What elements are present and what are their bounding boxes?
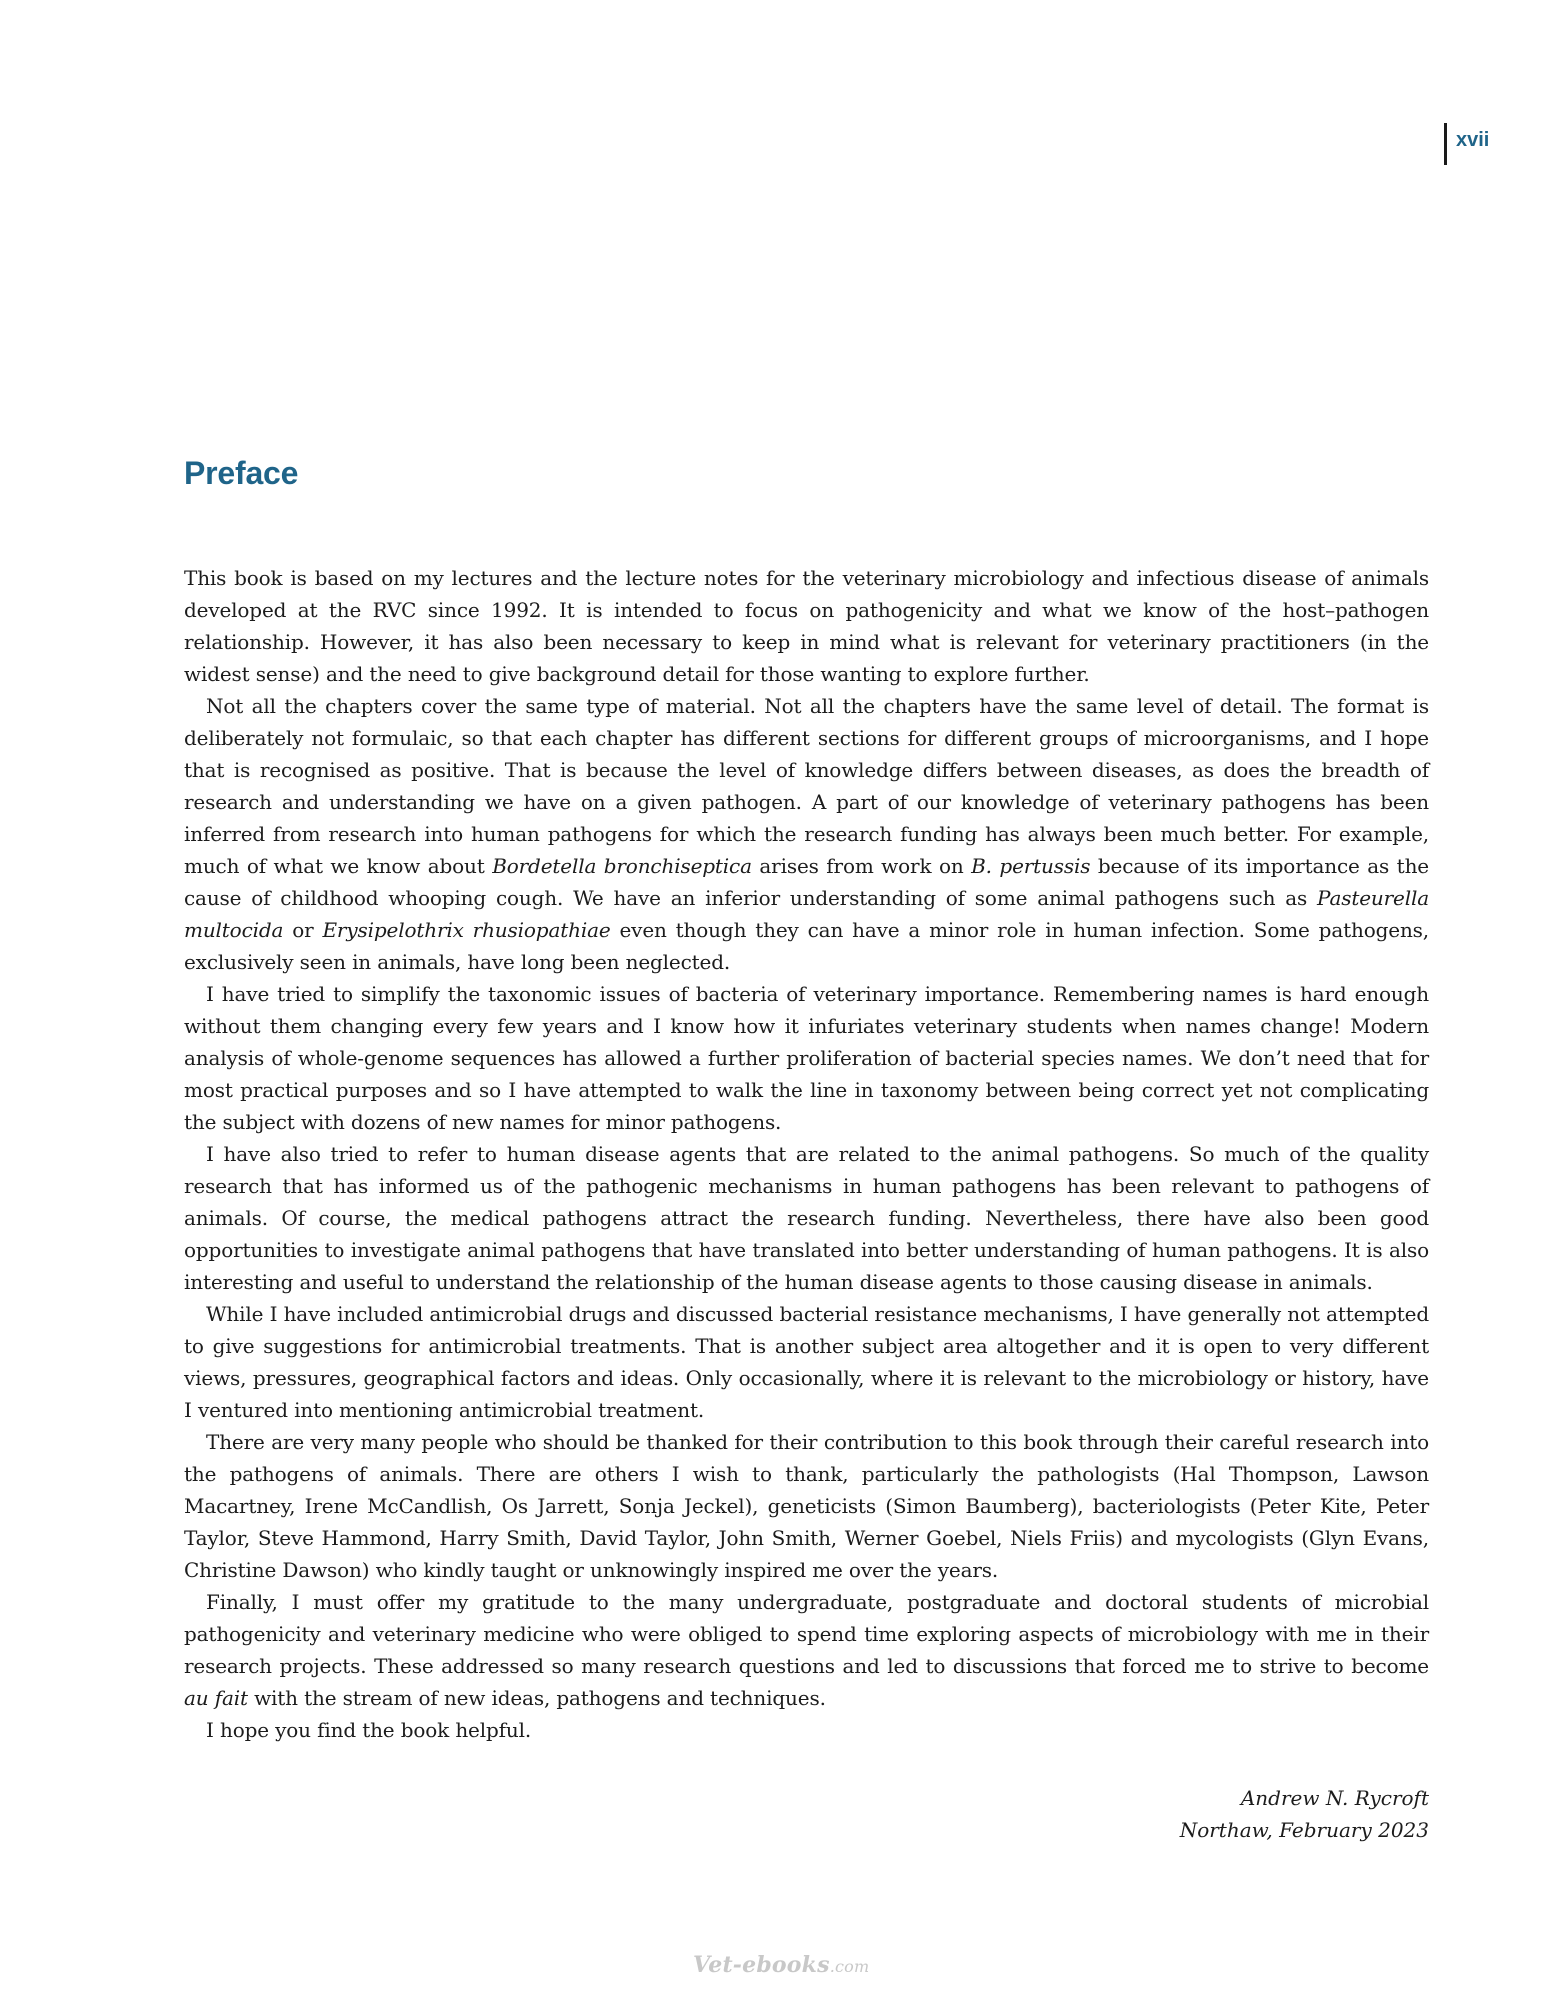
watermark-suffix: .com [829,1957,870,1976]
paragraph: I have also tried to refer to human disease agents that are related to the animal pathogens. So much of the quality research that has informed us of the pathogenic mechanisms in human pathogens has been relevant to pathogens of animals. Of course, the medical pathogens attract the research funding. Nevertheless, there have also been good opportunities to investigate animal pathogens that have translated into better understanding of human pathogens. It is also interesting and useful to understand the relationship of the human disease agents to those causing disease in animals. [184,1142,1429,1294]
section-heading: Preface [184,455,299,491]
paragraph: This book is based on my lectures and the lecture notes for the veterinary microbiology and infectious disease of animals developed at the RVC since 1992. It is intended to focus on pathogenicity and what we know of the host–pathogen relationship. However, it has also been necessary to keep in mind what is relevant for veterinary practitioners (in the widest sense) and the need to give background detail for those wanting to explore further. [184,566,1429,686]
italic-term: B. pertussis [971,854,1091,878]
italic-term: Bordetella bronchiseptica [492,854,752,878]
paragraph: I hope you find the book helpful. [206,1718,532,1742]
preface-body [184,562,1429,1746]
watermark-logo [693,1952,869,1978]
paragraph: While I have included antimicrobial drugs and discussed bacterial resistance mechanisms, I have generally not attempted to give suggestions for antimicrobial treatments. That is another subject area altogether and it is open to very different views, pressures, geographical factors and ideas. Only occasionally, where it is relevant to the microbiology or history, have I ventured into mentioning antimicrobial treatment. [184,1302,1429,1422]
italic-term: Erysipelothrix rhusiopathiae [322,918,611,942]
author-name: Andrew N. Rycroft [1240,1786,1429,1810]
paragraph: I have tried to simplify the taxonomic issues of bacteria of veterinary importance. Remembering names is hard enough without them changing every few years and I know how it infuriates veterinary students when names change! Modern analysis of whole-genome sequences has allowed a further proliferation of bacterial species names. We don’t need that for most practical purposes and so I have attempted to walk the line in taxonomy between being correct yet not complicating the subject with dozens of new names for minor pathogens. [184,982,1429,1134]
paragraph: Finally, I must offer my gratitude to the many undergraduate, postgraduate and doctoral students of microbial pathogenicity and veterinary medicine who were obliged to spend time exploring aspects of microbiology with me in their research projects. These addressed so many research questions and led to discussions that forced me to strive to become au fait with the stream of new ideas, pathogens and techniques. [184,1590,1429,1710]
place-date: Northaw, February 2023 [1179,1818,1429,1842]
italic-term: Pasteurella multocida [184,886,1429,942]
signature-block [1180,1782,1429,1846]
paragraph: Not all the chapters cover the same type of material. Not all the chapters have the same level of detail. The format is deliberately not formulaic, so that each chapter has different sections for different groups of microorganisms, and I hope that is recognised as positive. That is because the level of knowledge differs between diseases, as does the breadth of research and understanding we have on a given pathogen. A part of our knowledge of veterinary pathogens has been inferred from research into human pathogens for which the research funding has always been much better. For example, much of what we know about Bordetella bronchiseptica arises from work on B. pertussis because of its importance as the cause of childhood whooping cough. We have an inferior understanding of some animal pathogens such as Pasteurella multocida or Erysipelothrix rhusiopathiae even though they can have a minor role in human infection. Some pathogens, exclusively seen in animals, have long been neglected. [184,694,1429,974]
watermark-brand: Vet-ebooks [693,1952,830,1978]
paragraph: There are very many people who should be thanked for their contribution to this book through their careful research into the pathogens of animals. There are others I wish to thank, particularly the pathologists (Hal Thompson, Lawson Macartney, Irene McCandlish, Os Jarrett, Sonja Jeckel), geneticists (Simon Baumberg), bacteriologists (Peter Kite, Peter Taylor, Steve Hammond, Harry Smith, David Taylor, John Smith, Werner Goebel, Niels Friis) and mycologists (Glyn Evans, Christine Dawson) who kindly taught or unknowingly inspired me over the years. [184,1430,1429,1582]
italic-term: au fait [184,1686,248,1710]
page-number: xvii [1444,123,1489,165]
